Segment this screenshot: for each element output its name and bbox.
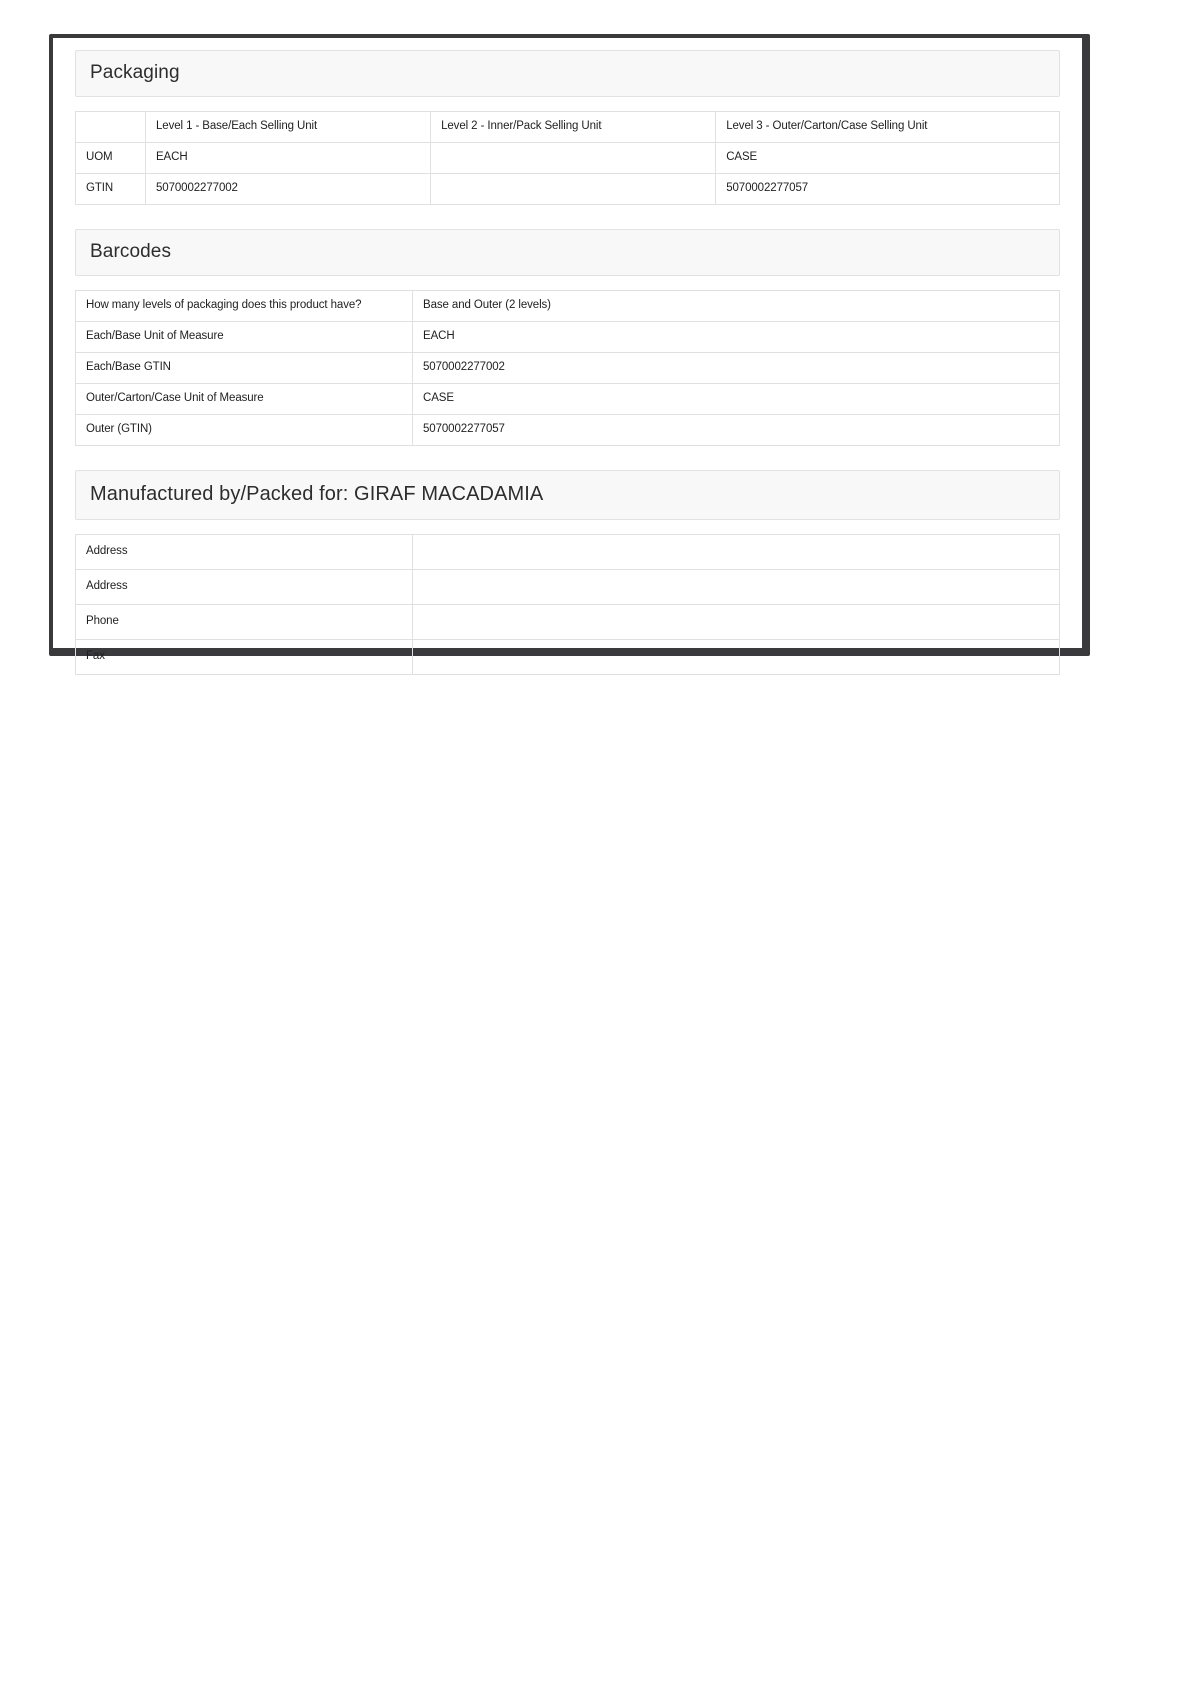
manufacturer-section-title: Manufactured by/Packed for: GIRAF MACADAMIA	[75, 470, 1060, 520]
table-row	[76, 322, 1060, 353]
barcodes-value-base-uom: EACH	[413, 322, 1060, 353]
packaging-uom-level2	[431, 143, 716, 174]
packaging-header-level1: Level 1 - Base/Each Selling Unit	[145, 112, 430, 143]
packaging-header-blank	[76, 112, 146, 143]
barcodes-value-outer-uom: CASE	[413, 384, 1060, 415]
manufacturer-value-fax	[413, 640, 1060, 675]
document-content	[53, 38, 1082, 663]
table-row	[76, 174, 1060, 205]
table-row	[76, 112, 1060, 143]
barcodes-value-outer-gtin: 5070002277057	[413, 415, 1060, 446]
table-row	[76, 570, 1060, 605]
manufacturer-value-address-1	[413, 535, 1060, 570]
manufacturer-value-address-2	[413, 570, 1060, 605]
packaging-uom-level1: EACH	[145, 143, 430, 174]
barcodes-value-base-gtin: 5070002277002	[413, 353, 1060, 384]
table-row	[76, 143, 1060, 174]
packaging-row-label-gtin: GTIN	[76, 174, 146, 205]
manufacturer-label-address-2: Address	[76, 570, 413, 605]
barcodes-label-outer-uom: Outer/Carton/Case Unit of Measure	[76, 384, 413, 415]
table-row	[76, 535, 1060, 570]
table-row	[76, 291, 1060, 322]
table-row	[76, 605, 1060, 640]
packaging-section-title: Packaging	[75, 50, 1060, 97]
manufacturer-label-fax: Fax	[76, 640, 413, 675]
table-row	[76, 353, 1060, 384]
barcodes-label-base-uom: Each/Base Unit of Measure	[76, 322, 413, 353]
table-row	[76, 415, 1060, 446]
barcodes-label-levels: How many levels of packaging does this product have?	[76, 291, 413, 322]
packaging-header-level3: Level 3 - Outer/Carton/Case Selling Unit	[716, 112, 1060, 143]
manufacturer-label-address-1: Address	[76, 535, 413, 570]
packaging-table	[75, 111, 1060, 205]
manufacturer-table	[75, 534, 1060, 675]
packaging-gtin-level1: 5070002277002	[145, 174, 430, 205]
packaging-gtin-level2	[431, 174, 716, 205]
barcodes-label-base-gtin: Each/Base GTIN	[76, 353, 413, 384]
packaging-row-label-uom: UOM	[76, 143, 146, 174]
table-row	[76, 384, 1060, 415]
barcodes-label-outer-gtin: Outer (GTIN)	[76, 415, 413, 446]
manufacturer-label-phone: Phone	[76, 605, 413, 640]
barcodes-table	[75, 290, 1060, 446]
packaging-gtin-level3: 5070002277057	[716, 174, 1060, 205]
packaging-uom-level3: CASE	[716, 143, 1060, 174]
barcodes-section-title: Barcodes	[75, 229, 1060, 276]
document-frame	[49, 34, 1090, 663]
table-row	[76, 640, 1060, 675]
barcodes-value-levels: Base and Outer (2 levels)	[413, 291, 1060, 322]
packaging-header-level2: Level 2 - Inner/Pack Selling Unit	[431, 112, 716, 143]
manufacturer-value-phone	[413, 605, 1060, 640]
